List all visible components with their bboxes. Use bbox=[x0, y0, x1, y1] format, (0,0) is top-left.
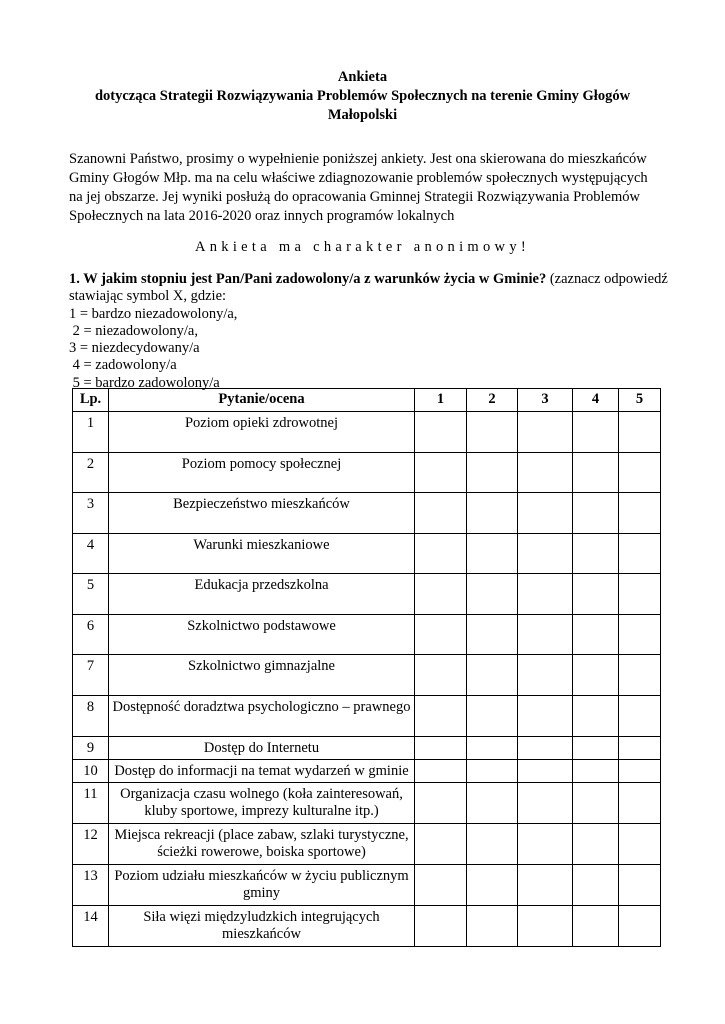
rating-cell-4[interactable] bbox=[573, 823, 619, 864]
table-row bbox=[73, 655, 661, 696]
rating-cell-1[interactable] bbox=[415, 574, 467, 615]
row-question: Dostęp do informacji na temat wydarzeń w gminie bbox=[109, 759, 415, 782]
rating-cell-4[interactable] bbox=[573, 412, 619, 453]
row-number: 12 bbox=[73, 823, 109, 864]
rating-cell-3[interactable] bbox=[518, 864, 573, 905]
rating-cell-2[interactable] bbox=[467, 736, 518, 759]
rating-cell-5[interactable] bbox=[619, 864, 661, 905]
table-row bbox=[73, 695, 661, 736]
header-rating-1: 1 bbox=[415, 389, 467, 412]
table-row bbox=[73, 452, 661, 493]
rating-cell-2[interactable] bbox=[467, 864, 518, 905]
row-question: Poziom pomocy społecznej bbox=[109, 452, 415, 493]
question-1-instruction: (zaznacz odpowiedź stawiając symbol X, gdzie: bbox=[69, 271, 668, 305]
scale-option-2: 2 = niezadowolony/a, bbox=[69, 322, 198, 339]
rating-cell-5[interactable] bbox=[619, 695, 661, 736]
rating-cell-1[interactable] bbox=[415, 695, 467, 736]
rating-cell-4[interactable] bbox=[573, 655, 619, 696]
rating-cell-1[interactable] bbox=[415, 614, 467, 655]
rating-cell-2[interactable] bbox=[467, 574, 518, 615]
rating-cell-1[interactable] bbox=[415, 533, 467, 574]
rating-cell-5[interactable] bbox=[619, 412, 661, 453]
rating-cell-3[interactable] bbox=[518, 905, 573, 946]
rating-cell-3[interactable] bbox=[518, 736, 573, 759]
rating-cell-2[interactable] bbox=[467, 655, 518, 696]
rating-cell-2[interactable] bbox=[467, 759, 518, 782]
row-number: 9 bbox=[73, 736, 109, 759]
rating-cell-3[interactable] bbox=[518, 695, 573, 736]
rating-cell-3[interactable] bbox=[518, 759, 573, 782]
rating-cell-4[interactable] bbox=[573, 864, 619, 905]
row-number: 11 bbox=[73, 782, 109, 823]
rating-cell-5[interactable] bbox=[619, 905, 661, 946]
rating-cell-1[interactable] bbox=[415, 759, 467, 782]
row-number: 6 bbox=[73, 614, 109, 655]
table-row bbox=[73, 736, 661, 759]
rating-cell-5[interactable] bbox=[619, 782, 661, 823]
row-question: Siła więzi międzyludzkich integrujących mieszkańców bbox=[109, 905, 415, 946]
rating-cell-3[interactable] bbox=[518, 493, 573, 534]
table-row bbox=[73, 412, 661, 453]
rating-cell-3[interactable] bbox=[518, 412, 573, 453]
rating-cell-1[interactable] bbox=[415, 864, 467, 905]
header-rating-3: 3 bbox=[518, 389, 573, 412]
table-row bbox=[73, 823, 661, 864]
rating-cell-1[interactable] bbox=[415, 452, 467, 493]
row-question: Organizacja czasu wolnego (koła zainteresowań, kluby sportowe, imprezy kulturalne itp.) bbox=[109, 782, 415, 823]
rating-cell-2[interactable] bbox=[467, 452, 518, 493]
table-header-row bbox=[73, 389, 661, 412]
row-question: Poziom udziału mieszkańców w życiu publicznym gminy bbox=[109, 864, 415, 905]
rating-cell-2[interactable] bbox=[467, 782, 518, 823]
table-row bbox=[73, 782, 661, 823]
rating-cell-4[interactable] bbox=[573, 614, 619, 655]
title-line-2: dotycząca Strategii Rozwiązywania Problemów Społecznych na terenie Gminy Głogów bbox=[94, 88, 631, 104]
row-question: Dostęp do Internetu bbox=[109, 736, 415, 759]
rating-cell-5[interactable] bbox=[619, 736, 661, 759]
table-row bbox=[73, 864, 661, 905]
table-row bbox=[73, 533, 661, 574]
rating-cell-4[interactable] bbox=[573, 782, 619, 823]
rating-table bbox=[72, 388, 661, 947]
row-question: Szkolnictwo podstawowe bbox=[109, 614, 415, 655]
row-number: 10 bbox=[73, 759, 109, 782]
table-row bbox=[73, 614, 661, 655]
row-number: 5 bbox=[73, 574, 109, 615]
row-question: Edukacja przedszkolna bbox=[109, 574, 415, 615]
rating-cell-5[interactable] bbox=[619, 823, 661, 864]
rating-cell-1[interactable] bbox=[415, 412, 467, 453]
row-question: Dostępność doradztwa psychologiczno – prawnego bbox=[109, 695, 415, 736]
rating-cell-1[interactable] bbox=[415, 736, 467, 759]
row-number: 14 bbox=[73, 905, 109, 946]
rating-cell-5[interactable] bbox=[619, 452, 661, 493]
rating-cell-3[interactable] bbox=[518, 655, 573, 696]
document-title bbox=[60, 68, 665, 125]
rating-cell-1[interactable] bbox=[415, 493, 467, 534]
rating-cell-5[interactable] bbox=[619, 533, 661, 574]
rating-cell-4[interactable] bbox=[573, 736, 619, 759]
table-row bbox=[73, 905, 661, 946]
table-row bbox=[73, 759, 661, 782]
rating-cell-5[interactable] bbox=[619, 493, 661, 534]
rating-cell-5[interactable] bbox=[619, 614, 661, 655]
rating-cell-2[interactable] bbox=[467, 614, 518, 655]
rating-cell-5[interactable] bbox=[619, 759, 661, 782]
rating-cell-4[interactable] bbox=[573, 574, 619, 615]
question-1 bbox=[69, 271, 669, 392]
row-number: 7 bbox=[73, 655, 109, 696]
anonymous-note: Ankieta ma charakter anonimowy! bbox=[194, 239, 530, 255]
rating-cell-3[interactable] bbox=[518, 452, 573, 493]
rating-cell-4[interactable] bbox=[573, 493, 619, 534]
rating-cell-2[interactable] bbox=[467, 533, 518, 574]
header-question: Pytanie/ocena bbox=[109, 389, 415, 412]
rating-cell-4[interactable] bbox=[573, 759, 619, 782]
row-number: 13 bbox=[73, 864, 109, 905]
scale-option-3: 3 = niezdecydowany/a bbox=[69, 340, 200, 357]
rating-cell-4[interactable] bbox=[573, 905, 619, 946]
rating-cell-1[interactable] bbox=[415, 905, 467, 946]
row-question: Szkolnictwo gimnazjalne bbox=[109, 655, 415, 696]
rating-cell-2[interactable] bbox=[467, 695, 518, 736]
header-lp: Lp. bbox=[73, 389, 109, 412]
title-line-1: Ankieta bbox=[337, 69, 388, 85]
title-line-3: Małopolski bbox=[327, 107, 398, 123]
question-1-heading: 1. W jakim stopniu jest Pan/Pani zadowolony/a z warunków życia w Gminie? bbox=[69, 271, 547, 287]
rating-cell-1[interactable] bbox=[415, 782, 467, 823]
rating-cell-3[interactable] bbox=[518, 533, 573, 574]
rating-cell-2[interactable] bbox=[467, 823, 518, 864]
rating-cell-3[interactable] bbox=[518, 823, 573, 864]
row-number: 4 bbox=[73, 533, 109, 574]
table-row bbox=[73, 493, 661, 534]
row-question: Poziom opieki zdrowotnej bbox=[109, 412, 415, 453]
rating-cell-4[interactable] bbox=[573, 533, 619, 574]
row-question: Miejsca rekreacji (place zabaw, szlaki turystyczne, ścieżki rowerowe, boiska sportowe) bbox=[109, 823, 415, 864]
scale-option-5: 5 = bardzo zadowolony/a bbox=[69, 374, 220, 391]
row-number: 2 bbox=[73, 452, 109, 493]
row-question: Bezpieczeństwo mieszkańców bbox=[109, 493, 415, 534]
rating-cell-4[interactable] bbox=[573, 695, 619, 736]
rating-cell-5[interactable] bbox=[619, 655, 661, 696]
header-rating-4: 4 bbox=[573, 389, 619, 412]
rating-cell-1[interactable] bbox=[415, 823, 467, 864]
row-question: Warunki mieszkaniowe bbox=[109, 533, 415, 574]
rating-cell-3[interactable] bbox=[518, 614, 573, 655]
rating-cell-3[interactable] bbox=[518, 782, 573, 823]
table-row bbox=[73, 574, 661, 615]
rating-cell-2[interactable] bbox=[467, 905, 518, 946]
intro-paragraph: Szanowni Państwo, prosimy o wypełnienie poniższej ankiety. Jest ona skierowana do mieszkańców Gminy Głogów Młp. ma na celu właściwe zdiagnozowanie problemów społecznych występujących na jej obszarze. Jej wyniki posłużą do opracowania Gminnej Strategii Rozwiązywania Problemów Społecznych na lata 2016-2020 oraz innych programów lokalnych bbox=[69, 151, 648, 224]
rating-cell-5[interactable] bbox=[619, 574, 661, 615]
scale-option-4: 4 = zadowolony/a bbox=[69, 357, 177, 374]
header-rating-5: 5 bbox=[619, 389, 661, 412]
header-rating-2: 2 bbox=[467, 389, 518, 412]
rating-cell-1[interactable] bbox=[415, 655, 467, 696]
rating-cell-4[interactable] bbox=[573, 452, 619, 493]
rating-cell-3[interactable] bbox=[518, 574, 573, 615]
rating-cell-2[interactable] bbox=[467, 412, 518, 453]
row-number: 8 bbox=[73, 695, 109, 736]
row-number: 3 bbox=[73, 493, 109, 534]
rating-cell-2[interactable] bbox=[467, 493, 518, 534]
scale-option-1: 1 = bardzo niezadowolony/a, bbox=[69, 305, 238, 322]
row-number: 1 bbox=[73, 412, 109, 453]
